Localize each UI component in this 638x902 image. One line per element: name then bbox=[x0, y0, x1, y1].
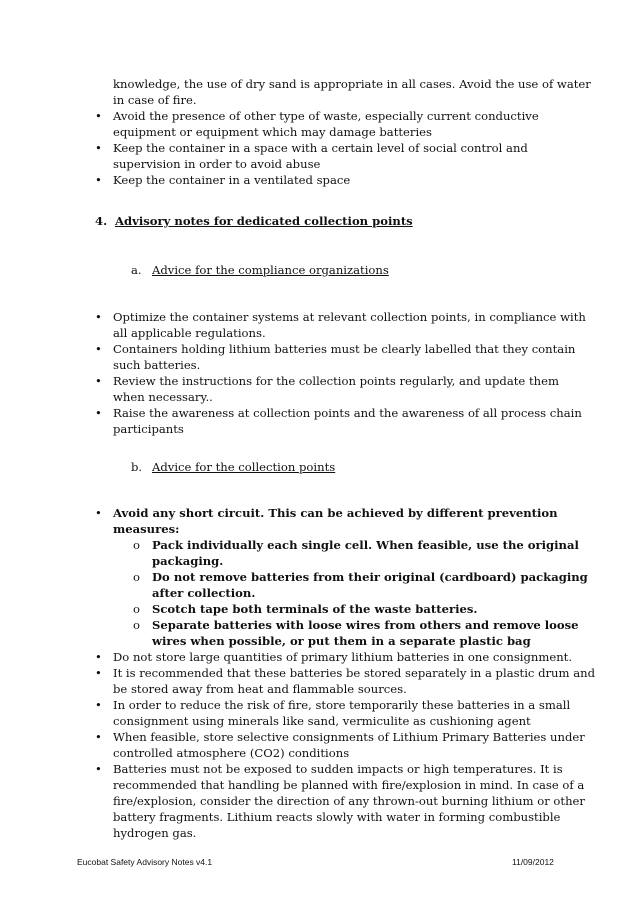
a-bullet-4-line-1: Raise the awareness at collection points and the awareness of all process chain bbox=[113, 406, 582, 420]
b-sub-2-line-1: Do not remove batteries from their original (cardboard) packaging bbox=[152, 570, 588, 584]
footer-date: 11/09/2012 bbox=[512, 857, 554, 867]
top-bullet-1-line-2: equipment or equipment which may damage batteries bbox=[113, 125, 432, 139]
a-bullet-1-line-2: all applicable regulations. bbox=[113, 326, 266, 340]
subsection-b-title: Advice for the collection points bbox=[152, 460, 336, 474]
bullet-symbol: • bbox=[95, 650, 102, 664]
bullet-symbol: • bbox=[95, 374, 102, 388]
bullet-symbol: • bbox=[95, 342, 102, 356]
b-bullet-5-line-5: hydrogen gas. bbox=[113, 826, 197, 840]
bullet-symbol: • bbox=[95, 109, 102, 123]
bullet-symbol: • bbox=[95, 666, 102, 680]
b-bullet-4-line-1: When feasible, store selective consignments of Lithium Primary Batteries under bbox=[113, 730, 585, 744]
b-bullet-2-line-1: It is recommended that these batteries be stored separately in a plastic drum and bbox=[113, 666, 596, 680]
a-bullet-2-line-2: such batteries. bbox=[113, 358, 201, 372]
top-bullet-3-line-1: Keep the container in a ventilated space bbox=[113, 173, 351, 187]
b-bullet-1-line-1: Do not store large quantities of primary lithium batteries in one consignment. bbox=[113, 650, 573, 664]
circle-bullet-symbol: o bbox=[133, 570, 140, 584]
b-bullet-5-line-2: recommended that handling be planned with fire/explosion in mind. In case of a bbox=[113, 778, 585, 792]
b-bullet-3-line-2: consignment using minerals like sand, vermiculite as cushioning agent bbox=[113, 714, 531, 728]
intro-line-2: in case of fire. bbox=[113, 93, 197, 107]
top-bullet-2-line-2: supervision in order to avoid abuse bbox=[113, 157, 321, 171]
bullet-symbol: • bbox=[95, 141, 102, 155]
bullet-symbol: • bbox=[95, 762, 102, 776]
circle-bullet-symbol: o bbox=[133, 618, 140, 632]
top-bullet-1-line-1: Avoid the presence of other type of waste, especially current conductive bbox=[113, 109, 539, 123]
bullet-symbol: • bbox=[95, 406, 102, 420]
bullet-symbol: • bbox=[95, 506, 102, 520]
b-main-line-1: Avoid any short circuit. This can be achieved by different prevention bbox=[113, 506, 558, 520]
bullet-symbol: • bbox=[95, 173, 102, 187]
subsection-a-title: Advice for the compliance organizations bbox=[152, 263, 389, 277]
b-sub-4-line-1: Separate batteries with loose wires from others and remove loose bbox=[152, 618, 579, 632]
bullet-symbol: • bbox=[95, 310, 102, 324]
b-main-line-2: measures: bbox=[113, 522, 180, 536]
subsection-a-letter: a. bbox=[131, 263, 142, 277]
a-bullet-2-line-1: Containers holding lithium batteries must be clearly labelled that they contain bbox=[113, 342, 576, 356]
bullet-symbol: • bbox=[95, 698, 102, 712]
subsection-b-letter: b. bbox=[131, 460, 143, 474]
a-bullet-1-line-1: Optimize the container systems at relevant collection points, in compliance with bbox=[113, 310, 586, 324]
b-bullet-5-line-1: Batteries must not be exposed to sudden impacts or high temperatures. It is bbox=[113, 762, 563, 776]
b-sub-4-line-2: wires when possible, or put them in a separate plastic bag bbox=[152, 634, 531, 648]
circle-bullet-symbol: o bbox=[133, 602, 140, 616]
section-number: 4. bbox=[95, 214, 108, 228]
b-sub-3-line-1: Scotch tape both terminals of the waste batteries. bbox=[152, 602, 478, 616]
b-bullet-4-line-2: controlled atmosphere (CO2) conditions bbox=[113, 746, 350, 760]
b-sub-1-line-1: Pack individually each single cell. When feasible, use the original bbox=[152, 538, 579, 552]
bullet-symbol: • bbox=[95, 730, 102, 744]
a-bullet-3-line-2: when necessary.. bbox=[113, 390, 213, 404]
footer-document-name: Eucobat Safety Advisory Notes v4.1 bbox=[77, 857, 213, 867]
top-bullet-2-line-1: Keep the container in a space with a certain level of social control and bbox=[113, 141, 528, 155]
b-bullet-2-line-2: be stored away from heat and flammable sources. bbox=[113, 682, 407, 696]
b-sub-2-line-2: after collection. bbox=[152, 586, 256, 600]
b-bullet-3-line-1: In order to reduce the risk of fire, store temporarily these batteries in a small bbox=[113, 698, 571, 712]
b-bullet-5-line-3: fire/explosion, consider the direction of any thrown-out burning lithium or other bbox=[113, 794, 585, 808]
circle-bullet-symbol: o bbox=[133, 538, 140, 552]
a-bullet-3-line-1: Review the instructions for the collection points regularly, and update them bbox=[113, 374, 559, 388]
intro-line-1: knowledge, the use of dry sand is appropriate in all cases. Avoid the use of water bbox=[113, 77, 591, 91]
a-bullet-4-line-2: participants bbox=[113, 422, 184, 436]
b-bullet-5-line-4: battery fragments. Lithium reacts slowly with water in forming combustible bbox=[113, 810, 561, 824]
section-title: Advisory notes for dedicated collection points bbox=[115, 214, 413, 228]
b-sub-1-line-2: packaging. bbox=[152, 554, 224, 568]
